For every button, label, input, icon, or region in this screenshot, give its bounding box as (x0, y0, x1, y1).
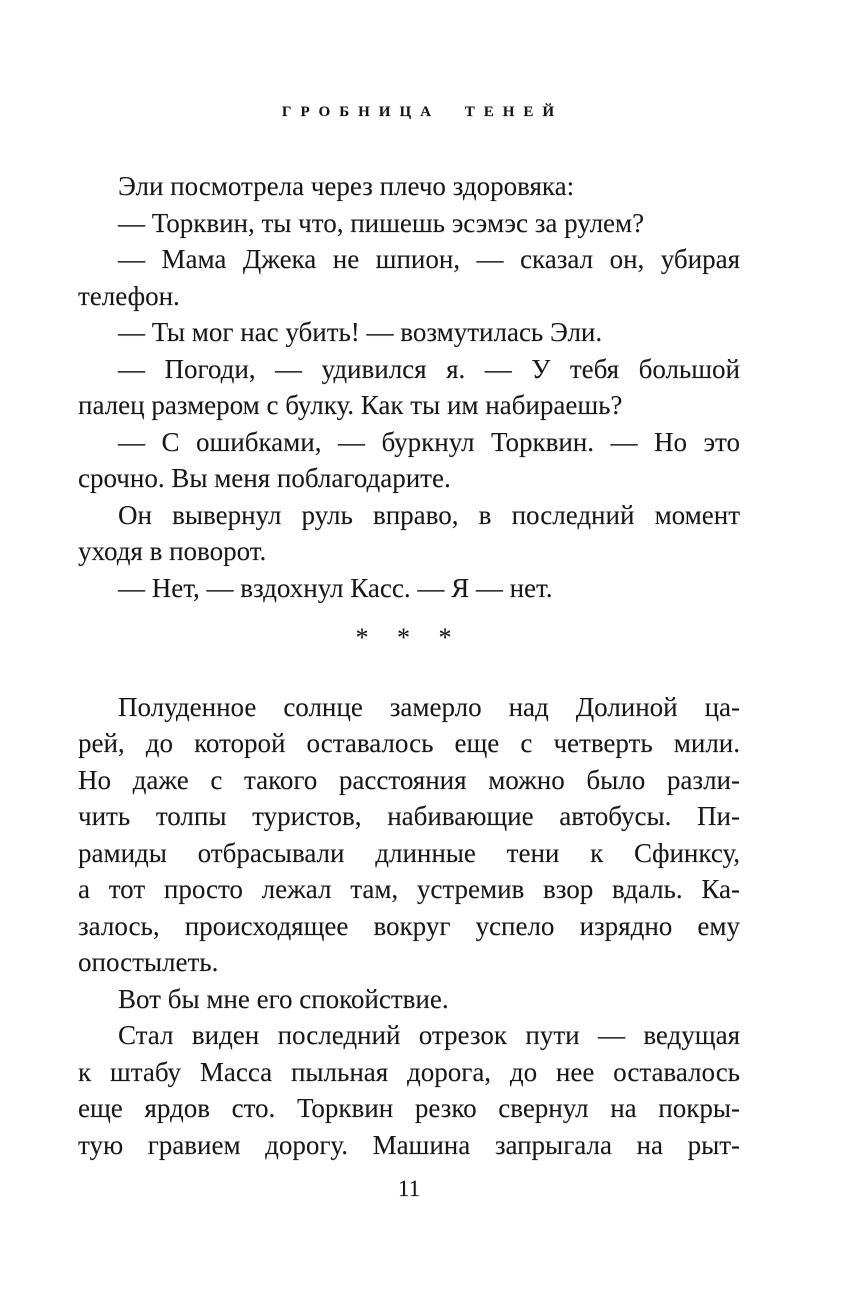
paragraph (78, 424, 740, 497)
text-line: Но даже с такого расстояния можно было разли- (78, 764, 740, 795)
text-line: — Погоди, — удивился я. — У тебя большой (118, 353, 740, 384)
text-line: палец размером с булку. Как ты им набираешь? (78, 390, 623, 420)
paragraph (78, 1017, 740, 1163)
text-line: Вот бы мне его спокойствие. (118, 983, 449, 1014)
text-line: к штабу Масса пыльная дорога, до нее оставалось (78, 1056, 740, 1087)
paragraph (78, 314, 740, 351)
paragraph (78, 168, 740, 205)
text-line: Полуденное солнце замерло над Долиной ца- (118, 691, 740, 722)
text-line: — Нет, — вздохнул Касс. — Я — нет. (118, 572, 553, 603)
paragraph (78, 205, 740, 242)
text-line: — Мама Джека не шпион, — сказал он, убирая (118, 244, 740, 274)
text-block (78, 168, 740, 1163)
paragraph (78, 689, 740, 981)
text-line: Стал виден последний отрезок пути — ведущая (118, 1020, 740, 1050)
paragraph (78, 497, 740, 570)
text-line: Эли посмотрела через плечо здоровяка: (118, 171, 575, 201)
paragraph (78, 570, 740, 607)
text-line: — С ошибками, — буркнул Торквин. — Но это (118, 426, 740, 457)
text-line: тую гравием дорогу. Машина запрыгала на рыт- (78, 1129, 740, 1160)
text-line: рей, до которой оставалось еще с четверть мили. (78, 728, 740, 758)
text-line: срочно. Вы меня поблагодарите. (78, 463, 451, 493)
paragraph (78, 351, 740, 424)
paragraph (78, 981, 740, 1018)
text-line: опостылеть. (78, 947, 219, 977)
text-line: чить толпы туристов, набивающие автобусы. Пи- (78, 801, 740, 831)
text-line: Он вывернул руль вправо, в последний момент (118, 499, 740, 530)
text-line: — Ты мог нас убить! — возмутилась Эли. (118, 317, 603, 347)
running-head: ГРОБНИЦА ТЕНЕЙ (281, 104, 564, 120)
text-line: залось, происходящее вокруг успело изрядно ему (78, 910, 740, 941)
paragraph (78, 241, 740, 314)
text-line: рамиды отбрасывали длинные тени к Сфинксу, (78, 837, 740, 868)
text-line: телефон. (78, 280, 180, 311)
page-number: 11 (397, 1176, 421, 1201)
text-line: а тот просто лежал там, устремив взор вдаль. Ка- (78, 874, 740, 904)
text-line: уходя в поворот. (78, 536, 267, 566)
section-divider: * * * (355, 623, 463, 652)
text-line: еще ярдов сто. Торквин резко свернул на покры- (78, 1093, 740, 1123)
text-line: — Торквин, ты что, пишешь эсэмэс за рулем? (118, 207, 645, 238)
